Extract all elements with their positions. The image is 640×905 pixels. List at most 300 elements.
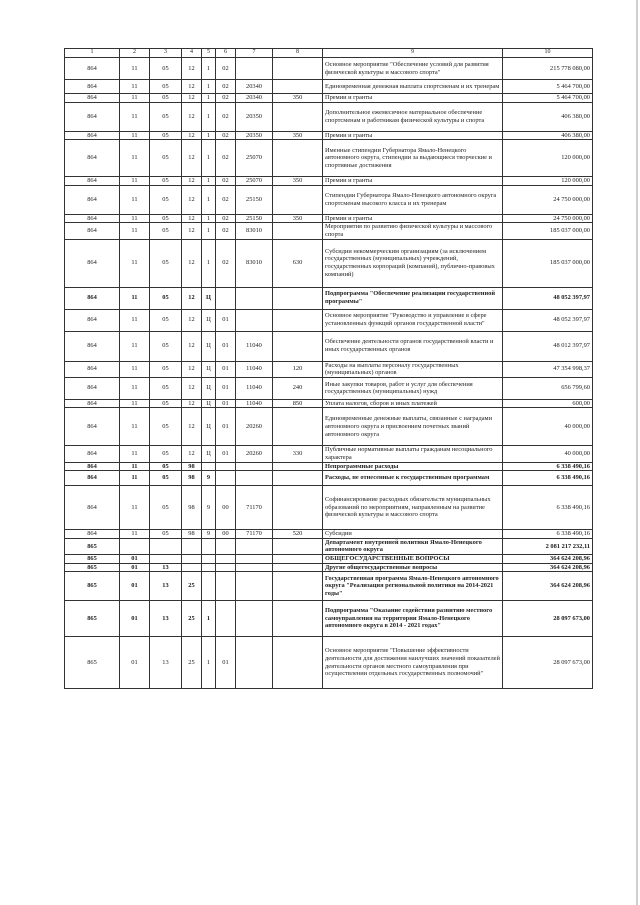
amount-cell: 6 338 490,16 [503, 486, 593, 530]
expense-type-cell [273, 287, 323, 309]
expense-type-cell [273, 601, 323, 637]
section-cell: 11 [120, 471, 150, 486]
subsection-cell: 05 [150, 287, 182, 309]
program-cell: 25 [182, 601, 202, 637]
subsection-cell: 05 [150, 185, 182, 214]
item-name-cell: Подпрограмма "Обеспечение реализации государственной программы" [323, 287, 503, 309]
program-cell: 12 [182, 408, 202, 446]
expense-type-cell [273, 185, 323, 214]
amount-cell: 47 354 998,37 [503, 361, 593, 377]
item-name-cell: Премии и гранты [323, 177, 503, 186]
table-row [65, 377, 593, 399]
item-name-cell: Субсидии некоммерческим организациям (за исключением государственных (муниципальных) учреждений, государственных корпораций (компаний), публично-правовых компаний) [323, 239, 503, 287]
table-row [65, 309, 593, 331]
program-cell: 12 [182, 331, 202, 361]
expense-type-cell [273, 563, 323, 572]
subsection-cell: 13 [150, 637, 182, 689]
program-cell: 12 [182, 140, 202, 177]
program-cell: 12 [182, 214, 202, 223]
column-number-8: 8 [273, 49, 323, 58]
section-cell: 11 [120, 223, 150, 239]
event-cell: 02 [216, 239, 236, 287]
direction-cell: 71170 [236, 530, 273, 539]
program-cell: 12 [182, 377, 202, 399]
event-cell: 01 [216, 377, 236, 399]
amount-cell: 24 750 000,00 [503, 214, 593, 223]
subsection-cell: 05 [150, 377, 182, 399]
column-number-5: 5 [202, 49, 216, 58]
expense-type-cell [273, 538, 323, 554]
item-name-cell: Премии и гранты [323, 131, 503, 140]
subprogram-cell: 1 [202, 239, 216, 287]
item-name-cell: Непрограммные расходы [323, 462, 503, 471]
program-cell: 12 [182, 80, 202, 94]
gov-code-cell: 864 [65, 80, 120, 94]
subprogram-cell: Ц [202, 287, 216, 309]
gov-code-cell: 864 [65, 471, 120, 486]
gov-code-cell: 864 [65, 102, 120, 131]
item-name-cell: ОБЩЕГОСУДАРСТВЕННЫЕ ВОПРОСЫ [323, 554, 503, 563]
subsection-cell: 05 [150, 462, 182, 471]
table-row [65, 58, 593, 80]
item-name-cell: Иные закупки товаров, работ и услуг для обеспечения государственных (муниципальных) нужд [323, 377, 503, 399]
subsection-cell: 05 [150, 239, 182, 287]
expense-type-cell: 120 [273, 361, 323, 377]
table-row [65, 80, 593, 94]
expense-type-cell: 850 [273, 399, 323, 408]
item-name-cell: Расходы, не отнесенные к государственным программам [323, 471, 503, 486]
event-cell: 02 [216, 102, 236, 131]
direction-cell: 20340 [236, 94, 273, 103]
item-name-cell: Стипендии Губернатора Ямало-Ненецкого автономного округа спортсменам высокого класса и их тренерам [323, 185, 503, 214]
amount-cell: 120 000,00 [503, 177, 593, 186]
item-name-cell: Государственная программа Ямало-Ненецкого автономного округа "Реализация региональной политики на 2014-2021 годы" [323, 572, 503, 601]
event-cell: 01 [216, 399, 236, 408]
direction-cell: 20260 [236, 408, 273, 446]
amount-cell: 28 097 673,00 [503, 601, 593, 637]
subprogram-cell: Ц [202, 399, 216, 408]
item-name-cell: Мероприятия по развитию физической культуры и массового спорта [323, 223, 503, 239]
section-cell: 11 [120, 462, 150, 471]
budget-table [64, 48, 593, 689]
event-cell [216, 572, 236, 601]
table-row [65, 530, 593, 539]
subsection-cell: 05 [150, 408, 182, 446]
program-cell: 12 [182, 177, 202, 186]
direction-cell: 25070 [236, 140, 273, 177]
section-cell: 11 [120, 399, 150, 408]
amount-cell: 40 000,00 [503, 446, 593, 462]
item-name-cell: Субсидии [323, 530, 503, 539]
direction-cell: 20350 [236, 131, 273, 140]
program-cell [182, 563, 202, 572]
gov-code-cell: 864 [65, 408, 120, 446]
subsection-cell: 05 [150, 446, 182, 462]
direction-cell [236, 601, 273, 637]
subprogram-cell: 1 [202, 601, 216, 637]
subsection-cell: 05 [150, 361, 182, 377]
subprogram-cell: 1 [202, 637, 216, 689]
subsection-cell: 05 [150, 131, 182, 140]
amount-cell: 120 000,00 [503, 140, 593, 177]
table-row [65, 462, 593, 471]
direction-cell [236, 471, 273, 486]
section-cell: 01 [120, 554, 150, 563]
expense-type-cell [273, 572, 323, 601]
expense-type-cell: 520 [273, 530, 323, 539]
program-cell: 12 [182, 287, 202, 309]
direction-cell: 20340 [236, 80, 273, 94]
event-cell: 01 [216, 446, 236, 462]
event-cell [216, 538, 236, 554]
gov-code-cell: 865 [65, 572, 120, 601]
section-cell: 11 [120, 239, 150, 287]
event-cell [216, 462, 236, 471]
item-name-cell: Обеспечение деятельности органов государственной власти и иных государственных органов [323, 331, 503, 361]
section-cell: 11 [120, 486, 150, 530]
expense-type-cell [273, 223, 323, 239]
direction-cell: 25070 [236, 177, 273, 186]
section-cell: 11 [120, 446, 150, 462]
amount-cell: 656 799,60 [503, 377, 593, 399]
program-cell: 12 [182, 94, 202, 103]
table-row [65, 637, 593, 689]
table-row [65, 239, 593, 287]
subprogram-cell [202, 563, 216, 572]
subsection-cell: 05 [150, 80, 182, 94]
item-name-cell: Основное мероприятие "Повышение эффективности деятельности для достижения наилучших значений показателей деятельности органов местного самоуправления при осуществлении отдельных государственных полномочий" [323, 637, 503, 689]
column-number-7: 7 [236, 49, 273, 58]
gov-code-cell: 864 [65, 399, 120, 408]
event-cell: 01 [216, 361, 236, 377]
item-name-cell: Подпрограмма "Оказание содействия развитию местного самоуправления на территории Ямало-Ненецкого автономного округа в 2014 - 2021 годах" [323, 601, 503, 637]
subprogram-cell: 1 [202, 214, 216, 223]
direction-cell [236, 554, 273, 563]
gov-code-cell: 864 [65, 58, 120, 80]
amount-cell: 185 037 000,00 [503, 239, 593, 287]
program-cell: 98 [182, 471, 202, 486]
subsection-cell: 05 [150, 309, 182, 331]
subprogram-cell: Ц [202, 309, 216, 331]
program-cell: 12 [182, 309, 202, 331]
table-row [65, 223, 593, 239]
item-name-cell: Основное мероприятие "Руководство и управление в сфере установленных функций органов государственной власти" [323, 309, 503, 331]
event-cell [216, 554, 236, 563]
section-cell: 11 [120, 94, 150, 103]
subprogram-cell: 1 [202, 185, 216, 214]
section-cell: 11 [120, 131, 150, 140]
item-name-cell: Премии и гранты [323, 94, 503, 103]
gov-code-cell: 864 [65, 331, 120, 361]
subprogram-cell: 1 [202, 102, 216, 131]
table-row [65, 331, 593, 361]
direction-cell: 71170 [236, 486, 273, 530]
section-cell: 01 [120, 572, 150, 601]
direction-cell [236, 563, 273, 572]
event-cell [216, 471, 236, 486]
subprogram-cell: 9 [202, 471, 216, 486]
table-row [65, 572, 593, 601]
event-cell: 02 [216, 80, 236, 94]
program-cell: 12 [182, 131, 202, 140]
event-cell: 01 [216, 637, 236, 689]
direction-cell: 83010 [236, 239, 273, 287]
gov-code-cell: 864 [65, 530, 120, 539]
subprogram-cell: 1 [202, 58, 216, 80]
subsection-cell: 05 [150, 140, 182, 177]
amount-cell: 215 778 080,00 [503, 58, 593, 80]
subprogram-cell: 1 [202, 94, 216, 103]
subsection-cell: 05 [150, 102, 182, 131]
section-cell: 11 [120, 331, 150, 361]
subprogram-cell: Ц [202, 408, 216, 446]
table-row [65, 102, 593, 131]
program-cell: 12 [182, 361, 202, 377]
amount-cell: 364 624 208,96 [503, 572, 593, 601]
section-cell: 01 [120, 563, 150, 572]
subsection-cell: 05 [150, 177, 182, 186]
gov-code-cell: 865 [65, 563, 120, 572]
expense-type-cell [273, 408, 323, 446]
table-row [65, 554, 593, 563]
section-cell: 11 [120, 102, 150, 131]
amount-cell: 364 624 208,96 [503, 563, 593, 572]
direction-cell [236, 309, 273, 331]
section-cell: 11 [120, 185, 150, 214]
amount-cell: 28 097 673,00 [503, 637, 593, 689]
event-cell [216, 563, 236, 572]
direction-cell [236, 572, 273, 601]
gov-code-cell: 864 [65, 239, 120, 287]
program-cell [182, 538, 202, 554]
gov-code-cell: 864 [65, 177, 120, 186]
subprogram-cell: 1 [202, 131, 216, 140]
section-cell: 11 [120, 214, 150, 223]
subprogram-cell: 9 [202, 486, 216, 530]
amount-cell: 6 338 490,16 [503, 471, 593, 486]
direction-cell: 11040 [236, 331, 273, 361]
gov-code-cell: 864 [65, 446, 120, 462]
column-number-4: 4 [182, 49, 202, 58]
table-row [65, 140, 593, 177]
event-cell [216, 287, 236, 309]
program-cell: 12 [182, 58, 202, 80]
column-number-3: 3 [150, 49, 182, 58]
expense-type-cell: 350 [273, 131, 323, 140]
amount-cell: 364 624 208,96 [503, 554, 593, 563]
subprogram-cell: Ц [202, 377, 216, 399]
program-cell [182, 554, 202, 563]
direction-cell: 83010 [236, 223, 273, 239]
subprogram-cell: 9 [202, 530, 216, 539]
section-cell: 11 [120, 58, 150, 80]
item-name-cell: Публичные нормативные выплаты гражданам несоциального характера [323, 446, 503, 462]
subsection-cell: 05 [150, 58, 182, 80]
direction-cell [236, 538, 273, 554]
program-cell: 25 [182, 572, 202, 601]
expense-type-cell [273, 80, 323, 94]
gov-code-cell: 864 [65, 486, 120, 530]
program-cell: 98 [182, 486, 202, 530]
subprogram-cell: 1 [202, 223, 216, 239]
item-name-cell: Единовременная денежная выплата спортсменам и их тренерам [323, 80, 503, 94]
table-row [65, 94, 593, 103]
subsection-cell: 05 [150, 331, 182, 361]
table-row [65, 563, 593, 572]
table-row [65, 538, 593, 554]
table-row [65, 601, 593, 637]
amount-cell: 6 338 490,16 [503, 462, 593, 471]
event-cell: 00 [216, 530, 236, 539]
event-cell: 01 [216, 331, 236, 361]
gov-code-cell: 864 [65, 185, 120, 214]
amount-cell: 48 052 397,97 [503, 287, 593, 309]
event-cell: 02 [216, 140, 236, 177]
subsection-cell: 05 [150, 223, 182, 239]
event-cell: 02 [216, 185, 236, 214]
direction-cell: 20350 [236, 102, 273, 131]
gov-code-cell: 864 [65, 223, 120, 239]
event-cell: 02 [216, 94, 236, 103]
gov-code-cell: 864 [65, 287, 120, 309]
expense-type-cell: 630 [273, 239, 323, 287]
section-cell: 01 [120, 601, 150, 637]
section-cell: 11 [120, 361, 150, 377]
expense-type-cell [273, 637, 323, 689]
table-row [65, 471, 593, 486]
table-row [65, 399, 593, 408]
column-number-1: 1 [65, 49, 120, 58]
amount-cell: 48 012 397,97 [503, 331, 593, 361]
column-number-row [65, 49, 593, 58]
table-row [65, 486, 593, 530]
amount-cell: 5 464 700,00 [503, 94, 593, 103]
expense-type-cell [273, 331, 323, 361]
event-cell: 02 [216, 58, 236, 80]
item-name-cell: Уплата налогов, сборов и иных платежей [323, 399, 503, 408]
column-number-10: 10 [503, 49, 593, 58]
expense-type-cell [273, 486, 323, 530]
event-cell: 02 [216, 223, 236, 239]
item-name-cell: Софинансирование расходных обязательств муниципальных образований по мероприятиям, направленным на развитие физической культуры и массового спорта [323, 486, 503, 530]
gov-code-cell: 864 [65, 309, 120, 331]
section-cell: 11 [120, 177, 150, 186]
program-cell: 98 [182, 462, 202, 471]
gov-code-cell: 865 [65, 637, 120, 689]
subsection-cell [150, 538, 182, 554]
direction-cell: 11040 [236, 361, 273, 377]
expense-type-cell [273, 462, 323, 471]
column-number-6: 6 [216, 49, 236, 58]
expense-type-cell: 330 [273, 446, 323, 462]
subprogram-cell: 1 [202, 177, 216, 186]
section-cell: 11 [120, 530, 150, 539]
gov-code-cell: 864 [65, 94, 120, 103]
subsection-cell: 05 [150, 94, 182, 103]
subprogram-cell [202, 538, 216, 554]
subsection-cell [150, 554, 182, 563]
program-cell: 25 [182, 637, 202, 689]
gov-code-cell: 864 [65, 462, 120, 471]
subprogram-cell [202, 572, 216, 601]
amount-cell: 24 750 000,00 [503, 185, 593, 214]
program-cell: 12 [182, 446, 202, 462]
event-cell: 01 [216, 408, 236, 446]
subprogram-cell: Ц [202, 331, 216, 361]
table-row [65, 287, 593, 309]
direction-cell [236, 287, 273, 309]
gov-code-cell: 864 [65, 377, 120, 399]
gov-code-cell: 864 [65, 140, 120, 177]
expense-type-cell [273, 140, 323, 177]
amount-cell: 600,00 [503, 399, 593, 408]
amount-cell: 406 380,00 [503, 131, 593, 140]
expense-type-cell [273, 102, 323, 131]
direction-cell: 20260 [236, 446, 273, 462]
subprogram-cell: Ц [202, 446, 216, 462]
subprogram-cell: 1 [202, 80, 216, 94]
subsection-cell: 05 [150, 214, 182, 223]
gov-code-cell: 864 [65, 131, 120, 140]
item-name-cell: Единовременные денежные выплаты, связанные с наградами автономного округа и присвоением почетных званий автономного округа [323, 408, 503, 446]
section-cell [120, 538, 150, 554]
program-cell: 12 [182, 239, 202, 287]
amount-cell: 5 464 700,00 [503, 80, 593, 94]
table-row [65, 446, 593, 462]
expense-type-cell: 350 [273, 94, 323, 103]
section-cell: 11 [120, 80, 150, 94]
program-cell: 98 [182, 530, 202, 539]
section-cell: 11 [120, 408, 150, 446]
program-cell: 12 [182, 185, 202, 214]
section-cell: 11 [120, 287, 150, 309]
event-cell: 01 [216, 309, 236, 331]
table-row [65, 131, 593, 140]
section-cell: 11 [120, 377, 150, 399]
subprogram-cell [202, 554, 216, 563]
amount-cell: 6 338 490,16 [503, 530, 593, 539]
subsection-cell: 13 [150, 572, 182, 601]
event-cell [216, 601, 236, 637]
program-cell: 12 [182, 399, 202, 408]
subsection-cell: 05 [150, 530, 182, 539]
amount-cell: 2 081 217 232,11 [503, 538, 593, 554]
subsection-cell: 13 [150, 601, 182, 637]
item-name-cell: Департамент внутренней политики Ямало-Ненецкого автономного округа [323, 538, 503, 554]
expense-type-cell [273, 58, 323, 80]
item-name-cell: Именные стипендии Губернатора Ямало-Ненецкого автономного округа, стипендии за выдающиеся творческие и спортивные достижения [323, 140, 503, 177]
item-name-cell: Другие общегосударственные вопросы [323, 563, 503, 572]
program-cell: 12 [182, 102, 202, 131]
direction-cell: 25150 [236, 214, 273, 223]
gov-code-cell: 864 [65, 361, 120, 377]
subsection-cell: 05 [150, 486, 182, 530]
expense-type-cell [273, 471, 323, 486]
table-row [65, 185, 593, 214]
item-name-cell: Расходы на выплаты персоналу государственных (муниципальных) органов [323, 361, 503, 377]
expense-type-cell [273, 309, 323, 331]
expense-type-cell: 350 [273, 214, 323, 223]
subsection-cell: 05 [150, 399, 182, 408]
expense-type-cell: 350 [273, 177, 323, 186]
direction-cell [236, 462, 273, 471]
direction-cell [236, 637, 273, 689]
table-row [65, 214, 593, 223]
direction-cell: 25150 [236, 185, 273, 214]
gov-code-cell: 864 [65, 214, 120, 223]
subprogram-cell [202, 462, 216, 471]
amount-cell: 40 000,00 [503, 408, 593, 446]
